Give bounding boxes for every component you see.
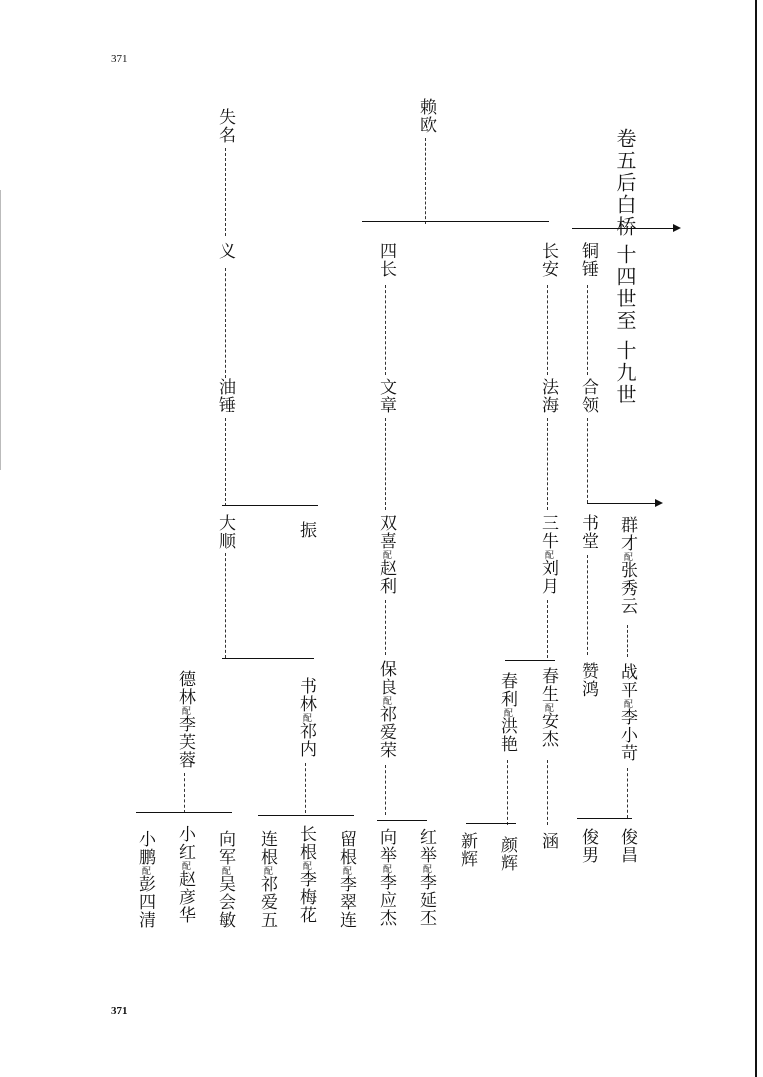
person-han: 涵 (538, 832, 558, 850)
person-xiangjun: 向军配吴会敏 (215, 830, 235, 929)
person-junchang: 俊昌 (617, 828, 637, 864)
person-shutang: 书堂 (578, 514, 598, 550)
person-baoliang: 保良配祁爱荣 (376, 660, 396, 759)
lineage-line (184, 773, 185, 813)
person-sanniu: 三牛配刘月 (538, 514, 558, 595)
lineage-line (225, 268, 226, 378)
person-fahai: 法海 (538, 378, 558, 414)
title-line-2: 十四世至 (613, 244, 637, 332)
lineage-line (305, 763, 306, 813)
person-tongchui: 铜锤 (578, 242, 598, 278)
page-left-edge-line (0, 190, 1, 470)
spouse-marker: 配 (543, 703, 553, 712)
sibling-line (377, 820, 427, 821)
person-changgen: 长根配李梅花 (296, 825, 316, 924)
arrow-head (655, 499, 663, 507)
person-laiou: 赖欧 (416, 98, 436, 134)
spouse-marker: 配 (543, 550, 553, 559)
spouse-marker: 配 (341, 866, 351, 875)
person-sichang: 四长 (376, 242, 396, 278)
person-hongju: 红举配李延丕 (416, 828, 436, 927)
spouse-marker: 配 (381, 696, 391, 705)
spouse-marker: 配 (180, 861, 190, 870)
lineage-line (507, 760, 508, 825)
person-xinhui: 新辉 (457, 832, 477, 868)
person-delin: 德林配李芙蓉 (175, 670, 195, 769)
spouse-marker: 配 (180, 706, 190, 715)
lineage-line (547, 285, 548, 375)
lineage-line (385, 600, 386, 655)
lineage-line (587, 555, 588, 655)
person-xiangju: 向举配李应杰 (376, 828, 396, 927)
spouse-marker: 配 (220, 866, 230, 875)
spouse-marker: 配 (381, 550, 391, 559)
lineage-line (627, 768, 628, 818)
person-shuangxi: 双喜配赵利 (376, 514, 396, 595)
page-number-bottom: 371 (111, 1005, 128, 1017)
lineage-line (225, 148, 226, 236)
lineage-line (587, 418, 588, 503)
spouse-marker: 配 (140, 866, 150, 875)
sibling-line (505, 660, 555, 661)
person-chunli: 春利配洪艳 (497, 672, 517, 753)
person-xiaohong: 小红配赵彦华 (175, 825, 195, 924)
lineage-line (547, 600, 548, 658)
sibling-line (222, 658, 314, 659)
person-dashun: 大顺 (215, 514, 235, 550)
person-zanhong: 赞鸿 (578, 662, 598, 698)
spouse-marker: 配 (301, 861, 311, 870)
page-edge-line (755, 0, 757, 1077)
lineage-line (225, 553, 226, 658)
lineage-line (547, 760, 548, 825)
spouse-marker: 配 (502, 708, 512, 717)
lineage-line (627, 625, 628, 657)
person-yanhui: 颜辉 (497, 836, 517, 872)
person-junnan: 俊男 (578, 828, 598, 864)
spouse-marker: 配 (301, 713, 311, 722)
person-quncai: 群才配张秀云 (617, 516, 637, 615)
spouse-marker: 配 (421, 864, 431, 873)
lineage-line (385, 285, 386, 375)
person-chunsheng: 春生配安杰 (538, 667, 558, 748)
lineage-line (385, 765, 386, 815)
sibling-line (466, 823, 516, 824)
spouse-marker: 配 (622, 552, 632, 561)
arrow-line (572, 228, 674, 229)
sibling-line (577, 818, 632, 819)
person-wenzhang: 文章 (376, 378, 396, 414)
spouse-marker: 配 (381, 864, 391, 873)
person-changan: 长安 (538, 242, 558, 278)
person-zhen: 振 (296, 521, 316, 539)
title-line-3: 十九世 (613, 340, 637, 406)
lineage-line (547, 418, 548, 510)
lineage-line (587, 285, 588, 375)
lineage-line (425, 138, 426, 224)
spouse-marker: 配 (622, 699, 632, 708)
sibling-line (362, 221, 549, 222)
arrow-head (673, 224, 681, 232)
person-xiaopeng: 小鹏配彭四清 (135, 830, 155, 929)
person-liugen: 留根配李翠连 (336, 830, 356, 929)
person-heling: 合领 (578, 378, 598, 414)
lineage-line (385, 418, 386, 510)
sibling-line (222, 505, 318, 506)
person-youchui: 油锤 (215, 378, 235, 414)
sibling-line (136, 812, 232, 813)
spouse-marker: 配 (262, 866, 272, 875)
sibling-line (258, 815, 354, 816)
lineage-line (225, 418, 226, 506)
page-number-top: 371 (111, 53, 128, 65)
person-shulin: 书林配祁内 (296, 677, 316, 758)
person-zhanping: 战平配李小苛 (617, 663, 637, 762)
person-liangen: 连根配祁爱五 (257, 830, 277, 929)
title-line-1: 卷五后白桥 (613, 128, 637, 238)
person-shiming: 失名 (215, 108, 235, 144)
arrow-line (587, 503, 655, 504)
person-yi: 义 (215, 242, 235, 260)
